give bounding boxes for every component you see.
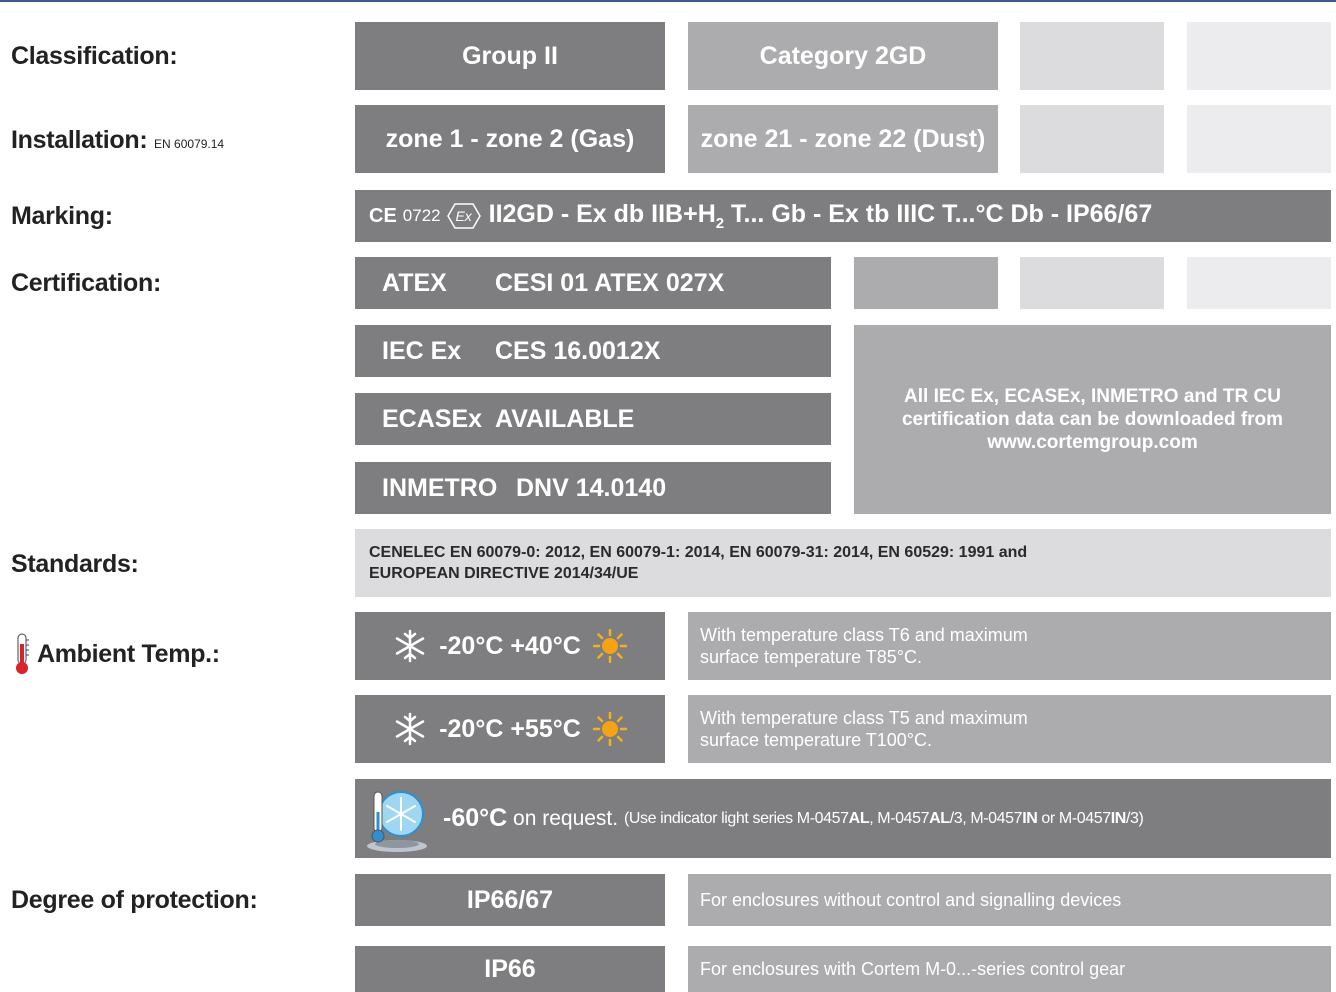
ambient-range-box	[355, 612, 665, 680]
marking-label: Marking:	[11, 202, 113, 230]
marking-box	[355, 190, 1331, 242]
ex-hexagon-text: Ex	[455, 208, 472, 224]
note-bold: IN	[1022, 809, 1038, 827]
standards-line: CENELEC EN 60079-0: 2012, EN 60079-1: 2014, EN 60079-31: 2014, EN 60529: 1991 and	[369, 544, 1028, 561]
classification-label: Classification:	[11, 42, 178, 70]
category-box: Category 2GD	[688, 22, 998, 90]
ambient-range: -20°C +55°C	[439, 714, 581, 743]
marking-pre: II2GD - Ex db IIB+H	[488, 200, 716, 228]
note-bold: AL	[929, 809, 950, 827]
frozen-thermometer-icon	[361, 784, 431, 854]
ambient-desc-line: surface temperature T85°C.	[700, 647, 922, 667]
cert-row-inmetro	[355, 462, 831, 514]
ambient-range-box	[355, 695, 665, 763]
note-part: /3, M-0457	[949, 809, 1023, 827]
marking-text	[489, 200, 1153, 232]
standards-box	[355, 529, 1331, 597]
ambient-range: -20°C +40°C	[439, 631, 581, 660]
cert-key: INMETRO	[382, 473, 498, 502]
ambient-desc-box	[688, 612, 1331, 680]
ambient-temp-label-text: Ambient Temp.:	[37, 639, 220, 668]
ex-hexagon-icon	[447, 203, 481, 229]
group-box: Group II	[355, 22, 665, 90]
cert-value: CESI 01 ATEX 027X	[495, 268, 725, 297]
note-bold: IN	[1110, 809, 1126, 827]
ambient-temp-label	[11, 632, 220, 676]
ip-desc-box: For enclosures with Cortem M-0...-series control gear	[688, 946, 1331, 992]
sun-icon	[593, 712, 627, 746]
note-part: , M-0457	[869, 809, 930, 827]
notified-body-number: 0722	[402, 206, 441, 225]
certification-label: Certification:	[11, 269, 161, 297]
empty-cell	[1020, 257, 1164, 309]
ce-mark-icon: CE	[369, 204, 397, 227]
protection-label: Degree of protection:	[11, 886, 258, 914]
top-rule	[0, 0, 1336, 2]
low-temp-note	[624, 810, 1144, 828]
note-bold: AL	[848, 809, 870, 827]
sun-icon	[593, 629, 627, 663]
cert-row-iecex	[355, 325, 831, 377]
note-part: /3)	[1125, 809, 1144, 827]
cert-row-atex	[355, 257, 831, 309]
low-temp-box	[355, 779, 1331, 858]
cert-row-ecasex	[355, 393, 831, 445]
zone-dust-box: zone 21 - zone 22 (Dust)	[688, 105, 998, 173]
zone-gas-box: zone 1 - zone 2 (Gas)	[355, 105, 665, 173]
empty-cell	[854, 257, 998, 309]
certification-note	[854, 325, 1331, 514]
empty-cell	[1187, 22, 1331, 90]
note-link: www.cortemgroup.com	[987, 432, 1198, 453]
cert-value: CES 16.0012X	[495, 336, 661, 365]
ambient-desc-line: With temperature class T6 and maximum	[700, 625, 1028, 645]
ambient-desc-line: With temperature class T5 and maximum	[700, 708, 1028, 728]
note-line: All IEC Ex, ECASEx, INMETRO and TR CU	[904, 386, 1281, 407]
cert-key: IEC Ex	[382, 336, 462, 365]
installation-standard: EN 60079.14	[154, 137, 225, 151]
snowflake-icon	[393, 712, 427, 746]
ambient-desc-box	[688, 695, 1331, 763]
marking-post: T... Gb - Ex tb IIIC T...°C Db - IP66/67	[724, 200, 1153, 228]
empty-cell	[1020, 22, 1164, 90]
empty-cell	[1187, 105, 1331, 173]
ip-rating-box: IP66	[355, 946, 665, 992]
marking-sub: 2	[715, 215, 725, 232]
ambient-desc-line: surface temperature T100°C.	[700, 730, 932, 750]
installation-label	[11, 126, 224, 155]
cert-value: DNV 14.0140	[516, 473, 667, 502]
cert-value: AVAILABLE	[495, 404, 635, 433]
empty-cell	[1187, 257, 1331, 309]
note-part: (Use indicator light series M-0457	[623, 809, 849, 827]
ip-rating-box: IP66/67	[355, 874, 665, 926]
empty-cell	[1020, 105, 1164, 173]
note-part: or M-0457	[1037, 809, 1111, 827]
ip-desc-box: For enclosures without control and signalling devices	[688, 874, 1331, 926]
low-temp-value: -60°C	[443, 804, 508, 832]
standards-line: EUROPEAN DIRECTIVE 2014/34/UE	[369, 565, 639, 582]
cert-key: ECASEx	[382, 404, 483, 433]
standards-label: Standards:	[11, 550, 139, 578]
cert-key: ATEX	[382, 268, 447, 297]
installation-label-text: Installation:	[11, 126, 148, 154]
snowflake-icon	[393, 629, 427, 663]
thermometer-icon	[11, 632, 33, 676]
note-line: certification data can be downloaded from	[901, 409, 1284, 430]
low-temp-on-request: on request.	[507, 806, 624, 830]
